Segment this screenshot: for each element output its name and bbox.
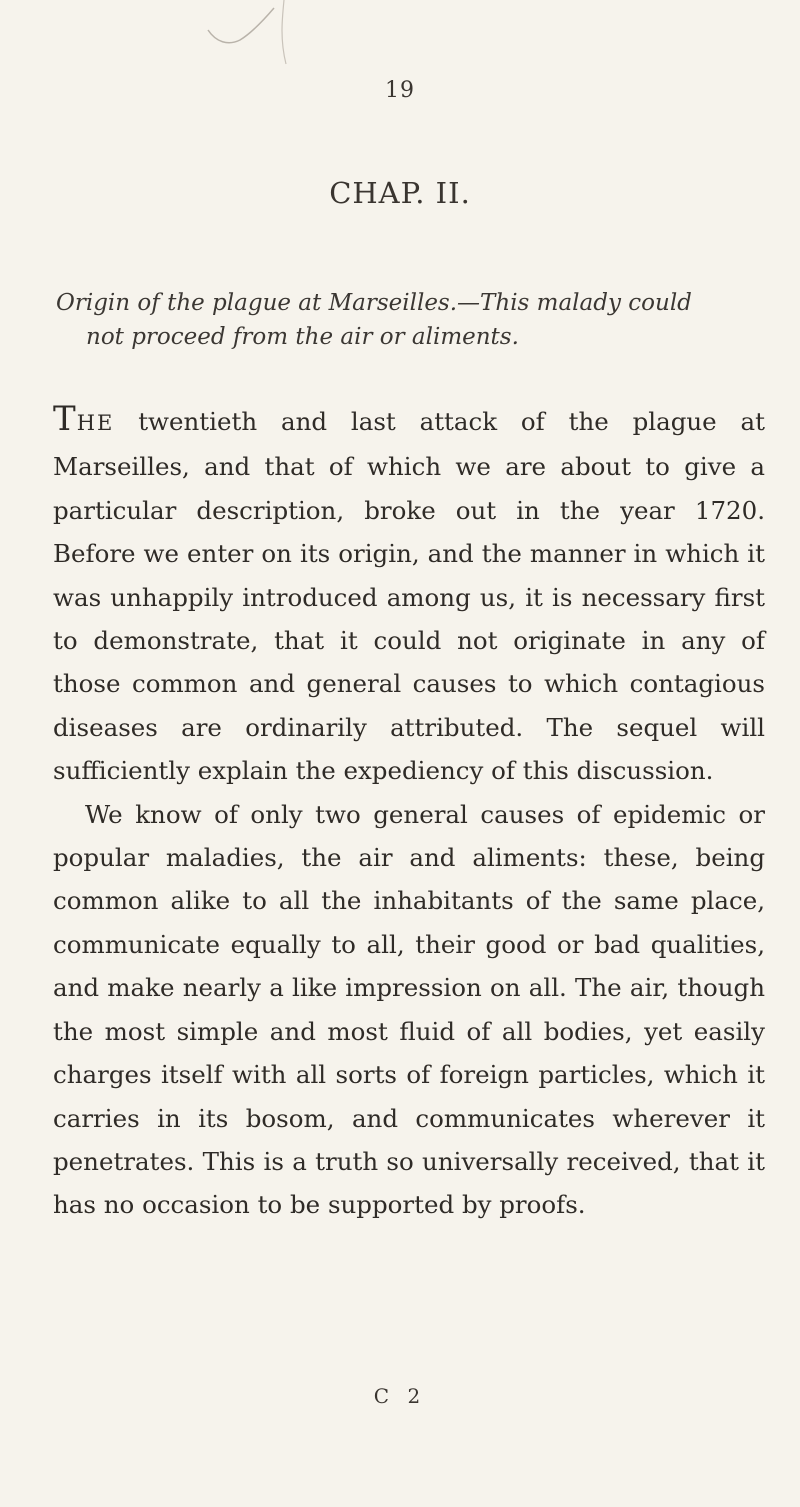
chapter-summary (56, 286, 756, 354)
paragraph-1 (53, 398, 765, 793)
body-text (53, 398, 765, 1227)
chapter-title: CHAP. II. (329, 176, 471, 210)
summary-line-1: Origin of the plague at Marseilles.—This malady could (56, 290, 692, 316)
paragraph-1-text: twentieth and last attack of the plague at Marseilles, and that of which we are about to give a particular description, broke out in the year 1720. Before we enter on its origin, and the manner in which it was unhappily introduced among us, it is necessary first to demonstrate, that it could not originate in any of those common and general causes to which contagious diseases are ordinarily attributed. The sequel will sufficiently explain the expediency of this discussion. (53, 407, 765, 786)
signature-mark: C 2 (373, 1384, 427, 1408)
drop-cap: T (53, 399, 77, 439)
paragraph-2: We know of only two general causes of epidemic or popular maladies, the air and aliments: these, being common alike to all the inhabitants of the same place, communicate equally to all, their good or bad qualities, and make nearly a like impression on all. The air, though the most simple and most fluid of all bodies, yet easily charges itself with all sorts of foreign particles, which it carries in its bosom, and communicates wherever it penetrates. This is a truth so universally received, that it has no occasion to be supported by proofs. (53, 799, 765, 1220)
small-caps-word: HE (76, 411, 115, 435)
page-number: 19 (385, 78, 415, 103)
ink-stain-mark (188, 0, 308, 70)
summary-line-2: not proceed from the air or aliments. (86, 324, 519, 350)
